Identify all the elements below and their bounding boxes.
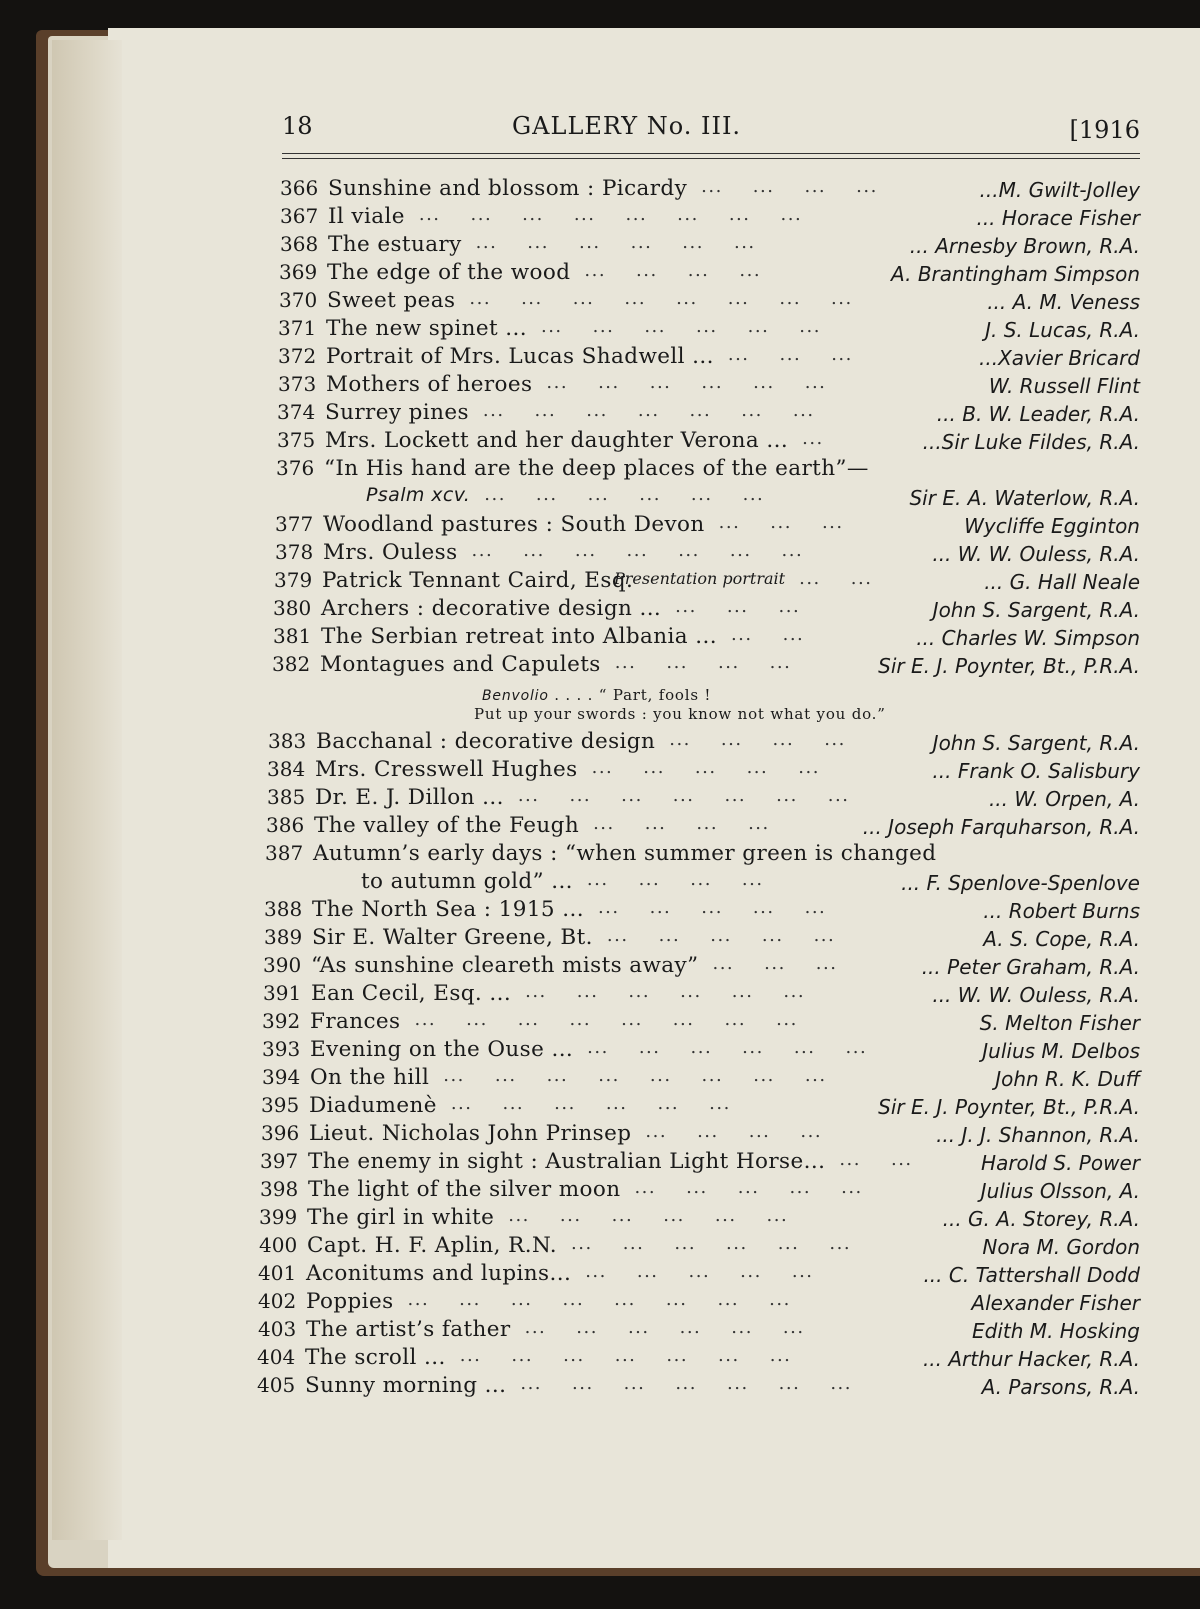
- year-label: [1916: [1069, 116, 1140, 144]
- entry-number: 404: [257, 1345, 296, 1369]
- leader-dots: ... ... ... ... ... ... ...: [482, 400, 845, 421]
- leader-dots: ... ... ... ... ... ...: [525, 981, 836, 1002]
- leader-dots: ... ... ...: [727, 344, 883, 365]
- catalogue-entry: [275, 512, 1140, 540]
- entry-number: 395: [261, 1093, 300, 1117]
- entry-title: On the hill: [310, 1065, 430, 1090]
- entry-artist: ... Horace Fisher: [976, 206, 1140, 230]
- catalogue-entry: [278, 372, 1140, 400]
- catalogue-entry: [258, 1289, 1140, 1317]
- entry-title: The valley of the Feugh: [314, 813, 580, 838]
- entry-title: “As sunshine cleareth mists away”: [311, 953, 699, 978]
- catalogue-entry: [263, 953, 1140, 981]
- entry-artist: John R. K. Duff: [995, 1067, 1140, 1091]
- leader-dots: ...: [802, 428, 854, 449]
- entry-artist: John S. Sargent, R.A.: [932, 731, 1140, 755]
- catalogue-entry: [257, 1373, 1140, 1401]
- entry-number: 384: [267, 757, 306, 781]
- entry-artist: ...M. Gwilt-Jolley: [979, 178, 1140, 202]
- entry-title: Evening on the Ouse ...: [310, 1037, 574, 1062]
- entry-number: 383: [268, 729, 307, 753]
- entry-number: 399: [259, 1205, 298, 1229]
- catalogue-entry: [263, 981, 1140, 1009]
- entry-number: 368: [280, 232, 319, 256]
- catalogue-entry: [267, 757, 1140, 785]
- entry-title: Montagues and Capulets: [320, 652, 601, 677]
- leader-dots: ... ... ... ... ... ...: [475, 232, 786, 253]
- leader-dots: ... ... ... ... ... ... ... ...: [418, 204, 833, 225]
- entry-number: 397: [260, 1149, 299, 1173]
- entry-artist: ... G. Hall Neale: [984, 570, 1140, 594]
- quotation-speaker: Benvolio: [482, 688, 549, 704]
- quotation-line: [474, 705, 886, 723]
- catalogue-entry: [260, 1149, 1140, 1177]
- entry-title: Mrs. Lockett and her daughter Verona ...: [325, 428, 789, 453]
- entry-artist: Nora M. Gordon: [982, 1235, 1140, 1259]
- entry-title: “In His hand are the deep places of the earth”—: [324, 456, 869, 481]
- entry-artist: A. Parsons, R.A.: [981, 1375, 1140, 1399]
- entry-number: 386: [266, 813, 305, 837]
- entry-title: Mothers of heroes: [326, 372, 533, 397]
- entry-number: 400: [259, 1233, 298, 1257]
- leader-dots: ... ... ... ... ... ... ...: [459, 1345, 822, 1366]
- entry-number: 370: [279, 288, 318, 312]
- entry-artist: ... A. M. Veness: [987, 290, 1140, 314]
- entry-number: 379: [274, 568, 313, 592]
- leader-dots: ... ...: [799, 568, 903, 589]
- entry-artist: ... W. W. Ouless, R.A.: [932, 542, 1140, 566]
- entry-title: Bacchanal : decorative design: [316, 729, 656, 754]
- entry-artist: ... W. W. Ouless, R.A.: [932, 983, 1140, 1007]
- entry-title: The new spinet ...: [326, 316, 527, 341]
- catalogue-entry: [273, 624, 1140, 652]
- entry-number: 369: [279, 260, 318, 284]
- entry-title: The enemy in sight : Australian Light Horse...: [308, 1149, 826, 1174]
- entry-artist: ... F. Spenlove-Spenlove: [901, 871, 1140, 895]
- catalogue-entry: [277, 428, 1140, 456]
- entry-number: 392: [262, 1009, 301, 1033]
- entry-title: Woodland pastures : South Devon: [323, 512, 705, 537]
- leader-dots: ... ... ... ... ... ... ... ...: [414, 1009, 828, 1030]
- leader-dots: ... ... ...: [718, 512, 874, 533]
- entry-title: The Serbian retreat into Albania ...: [321, 624, 717, 649]
- entry-number: 387: [265, 841, 304, 865]
- catalogue-entry: [274, 568, 1140, 596]
- leader-dots: ... ... ... ... ... ...: [587, 1037, 898, 1058]
- entry-title: The artist’s father: [306, 1317, 511, 1342]
- catalogue-entry: [264, 925, 1140, 953]
- leader-dots: ... ... ... ... ...: [606, 925, 866, 946]
- leader-dots: ... ... ... ... ... ... ... ...: [443, 1065, 857, 1086]
- entry-title: The light of the silver moon: [308, 1177, 621, 1202]
- catalogue-entry: [264, 897, 1140, 925]
- entry-title: Poppies: [306, 1289, 394, 1314]
- catalogue-entry: [278, 344, 1140, 372]
- entry-title: Capt. H. F. Aplin, R.N.: [307, 1233, 558, 1258]
- leader-dots: ... ... ...: [712, 953, 868, 974]
- entry-title: Il viale: [328, 204, 405, 229]
- entry-number: 377: [275, 512, 314, 536]
- catalogue-entry: [262, 1065, 1140, 1093]
- catalogue-entry: [280, 204, 1140, 232]
- entry-artist: W. Russell Flint: [988, 374, 1140, 398]
- entry-title: Ean Cecil, Esq. ...: [311, 981, 512, 1006]
- entry-number: 405: [257, 1373, 296, 1397]
- entry-number: 385: [267, 785, 306, 809]
- entry-number: 382: [272, 652, 311, 676]
- entry-number: 396: [261, 1121, 300, 1145]
- leader-dots: ... ... ... ... ... ... ... ...: [407, 1289, 821, 1310]
- entry-title: Aconitums and lupins...: [306, 1261, 572, 1286]
- catalogue-entry: [262, 1037, 1140, 1065]
- leader-dots: ... ... ... ...: [645, 1121, 853, 1142]
- entry-title: Sunshine and blossom : Picardy: [328, 176, 688, 201]
- entry-artist: ... C. Tattershall Dodd: [923, 1263, 1140, 1287]
- entry-artist: Julius Olsson, A.: [980, 1179, 1140, 1203]
- entry-title: to autumn gold” ...: [361, 869, 573, 894]
- catalogue-entry: [258, 1317, 1140, 1345]
- leader-dots: ... ... ... ...: [593, 813, 800, 834]
- entry-title: Archers : decorative design ...: [321, 596, 662, 621]
- leader-dots: ... ... ... ... ...: [634, 1177, 893, 1198]
- entry-number: 401: [258, 1261, 297, 1285]
- leader-dots: ... ... ... ...: [701, 176, 908, 197]
- leader-dots: ... ... ... ... ... ... ...: [520, 1373, 882, 1394]
- catalogue-entry: [258, 1261, 1140, 1289]
- catalogue-entry: [259, 1233, 1140, 1261]
- quotation-line: [482, 686, 711, 704]
- leader-dots: ... ... ... ... ... ...: [450, 1093, 761, 1114]
- entry-note: Presentation portrait: [614, 569, 786, 588]
- entry-title: Dr. E. J. Dillon ...: [315, 785, 504, 810]
- entry-artist: ...Sir Luke Fildes, R.A.: [922, 430, 1140, 454]
- page-number: 18: [282, 112, 313, 140]
- entry-number: 371: [278, 316, 317, 340]
- entry-artist: ... Arthur Hacker, R.A.: [922, 1347, 1140, 1371]
- entry-artist: A. Brantingham Simpson: [891, 262, 1140, 286]
- leader-dots: ... ... ... ... ... ...: [540, 316, 851, 337]
- entry-artist: John S. Sargent, R.A.: [932, 598, 1140, 622]
- quotation-text: Put up your swords : you know not what you do.”: [474, 705, 886, 723]
- entry-artist: A. S. Cope, R.A.: [983, 927, 1140, 951]
- leader-dots: ... ... ... ... ... ... ...: [471, 540, 834, 561]
- leader-dots: ... ... ... ... ... ...: [508, 1205, 819, 1226]
- entry-number: 402: [258, 1289, 297, 1313]
- entry-number: 372: [278, 344, 317, 368]
- catalogue-entry: [261, 1093, 1140, 1121]
- catalogue-entry: [259, 1205, 1140, 1233]
- entry-artist: ... G. A. Storey, R.A.: [942, 1207, 1140, 1231]
- entry-number: 389: [264, 925, 303, 949]
- entry-artist: S. Melton Fisher: [979, 1011, 1140, 1035]
- entry-number: 381: [273, 624, 312, 648]
- catalogue-entry: [260, 1177, 1140, 1205]
- catalogue-entry: [278, 316, 1140, 344]
- catalogue-entry: [268, 729, 1140, 757]
- entry-title: Mrs. Cresswell Hughes: [315, 757, 578, 782]
- entry-title: The estuary: [328, 232, 462, 257]
- catalogue-entry: [272, 652, 1140, 680]
- entry-number: 391: [263, 981, 302, 1005]
- leader-dots: ... ... ... ... ... ... ...: [517, 785, 880, 806]
- catalogue-entry: [275, 540, 1140, 568]
- entry-title: The North Sea : 1915 ...: [312, 897, 584, 922]
- entry-title: Lieut. Nicholas John Prinsep: [309, 1121, 632, 1146]
- entry-title: The edge of the wood: [327, 260, 571, 285]
- leader-dots: ... ... ...: [675, 596, 831, 617]
- entry-title: Mrs. Ouless: [323, 540, 458, 565]
- leader-dots: ... ... ... ...: [586, 869, 794, 890]
- entry-artist: J. S. Lucas, R.A.: [985, 318, 1140, 342]
- entry-artist: ... Joseph Farquharson, R.A.: [862, 815, 1140, 839]
- entry-title: Diadumenè: [309, 1093, 437, 1118]
- entry-artist: Sir E. A. Waterlow, R.A.: [909, 486, 1140, 510]
- entry-artist: Julius M. Delbos: [982, 1039, 1140, 1063]
- entry-artist: ... Frank O. Salisbury: [932, 759, 1140, 783]
- entry-title: Surrey pines: [325, 400, 469, 425]
- entry-title: Sunny morning ...: [305, 1373, 507, 1398]
- entry-number: 380: [273, 596, 312, 620]
- entry-artist: Wycliffe Egginton: [964, 514, 1140, 538]
- entry-number: 390: [263, 953, 302, 977]
- catalogue-entry: [280, 176, 1140, 204]
- entry-number: 393: [262, 1037, 301, 1061]
- entry-title: Frances: [310, 1009, 401, 1034]
- leader-dots: ... ... ... ...: [584, 260, 792, 281]
- entry-artist: ... J. J. Shannon, R.A.: [936, 1123, 1140, 1147]
- catalogue-entry: [279, 260, 1140, 288]
- entry-artist: Edith M. Hosking: [972, 1319, 1140, 1343]
- quotation-text: . . . . “ Part, fools !: [554, 686, 712, 704]
- entry-artist: ... B. W. Leader, R.A.: [936, 402, 1140, 426]
- leader-dots: ... ... ... ... ... ... ... ...: [469, 288, 883, 309]
- catalogue-entry: [276, 484, 1140, 512]
- catalogue-entry: [277, 400, 1140, 428]
- catalogue-entry: [266, 813, 1140, 841]
- entry-number: 367: [280, 204, 319, 228]
- entry-title: Portrait of Mrs. Lucas Shadwell ...: [326, 344, 714, 369]
- leader-dots: ... ... ... ... ... ...: [524, 1317, 835, 1338]
- entry-artist: ... Robert Burns: [983, 899, 1140, 923]
- entry-artist: Harold S. Power: [981, 1151, 1140, 1175]
- entry-title: Autumn’s early days : “when summer green is changed: [313, 841, 937, 866]
- catalogue-entry: [280, 232, 1140, 260]
- entry-title: The girl in white: [307, 1205, 495, 1230]
- leader-dots: ... ... ... ... ... ...: [546, 372, 857, 393]
- entry-title: Sir E. Walter Greene, Bt.: [312, 925, 593, 950]
- leader-dots: ... ...: [730, 624, 835, 645]
- entry-number: 373: [278, 372, 317, 396]
- leader-dots: ... ... ... ... ...: [591, 757, 850, 778]
- catalogue-entry: [273, 596, 1140, 624]
- entry-artist: ... Arnesby Brown, R.A.: [909, 234, 1140, 258]
- entry-artist: ... Peter Graham, R.A.: [921, 955, 1140, 979]
- leader-dots: ... ... ... ... ...: [585, 1261, 844, 1282]
- entry-title: Patrick Tennant Caird, Esq.: [322, 568, 634, 593]
- entry-artist: ... W. Orpen, A.: [988, 787, 1140, 811]
- entry-number: 376: [276, 456, 315, 480]
- entry-artist: Sir E. J. Poynter, Bt., P.R.A.: [878, 1095, 1140, 1119]
- entry-number: 378: [275, 540, 314, 564]
- entry-number: 398: [260, 1177, 299, 1201]
- catalogue-entry: [267, 785, 1140, 813]
- leader-dots: ... ... ... ...: [614, 652, 822, 673]
- entry-number: 403: [258, 1317, 297, 1341]
- leader-dots: ... ... ... ... ...: [597, 897, 857, 918]
- entry-artist: Sir E. J. Poynter, Bt., P.R.A.: [878, 654, 1140, 678]
- catalogue-entry: [265, 869, 1140, 897]
- catalogue-entry: [262, 1009, 1140, 1037]
- catalogue-entry: [276, 456, 1140, 484]
- catalogue-entry: [265, 841, 1140, 869]
- entry-number: 366: [280, 176, 319, 200]
- entry-number: 375: [277, 428, 316, 452]
- entry-number: 388: [264, 897, 303, 921]
- entry-title: Psalm xcv.: [366, 484, 471, 506]
- entry-title: The scroll ...: [305, 1345, 446, 1370]
- entry-number: 374: [277, 400, 316, 424]
- entry-number: 394: [262, 1065, 301, 1089]
- entry-artist: ...Xavier Bricard: [979, 346, 1140, 370]
- leader-dots: ... ... ... ...: [669, 729, 876, 750]
- leader-dots: ... ...: [839, 1149, 943, 1170]
- catalogue-entry: [279, 288, 1140, 316]
- catalogue-entry: [257, 1345, 1140, 1373]
- entry-artist: ... Charles W. Simpson: [916, 626, 1140, 650]
- catalogue-entry: [261, 1121, 1140, 1149]
- entry-artist: Alexander Fisher: [971, 1291, 1140, 1315]
- entry-title: Sweet peas: [327, 288, 456, 313]
- leader-dots: ... ... ... ... ... ...: [571, 1233, 882, 1254]
- running-head: GALLERY No. III.: [512, 112, 742, 140]
- leader-dots: ... ... ... ... ... ...: [484, 484, 795, 505]
